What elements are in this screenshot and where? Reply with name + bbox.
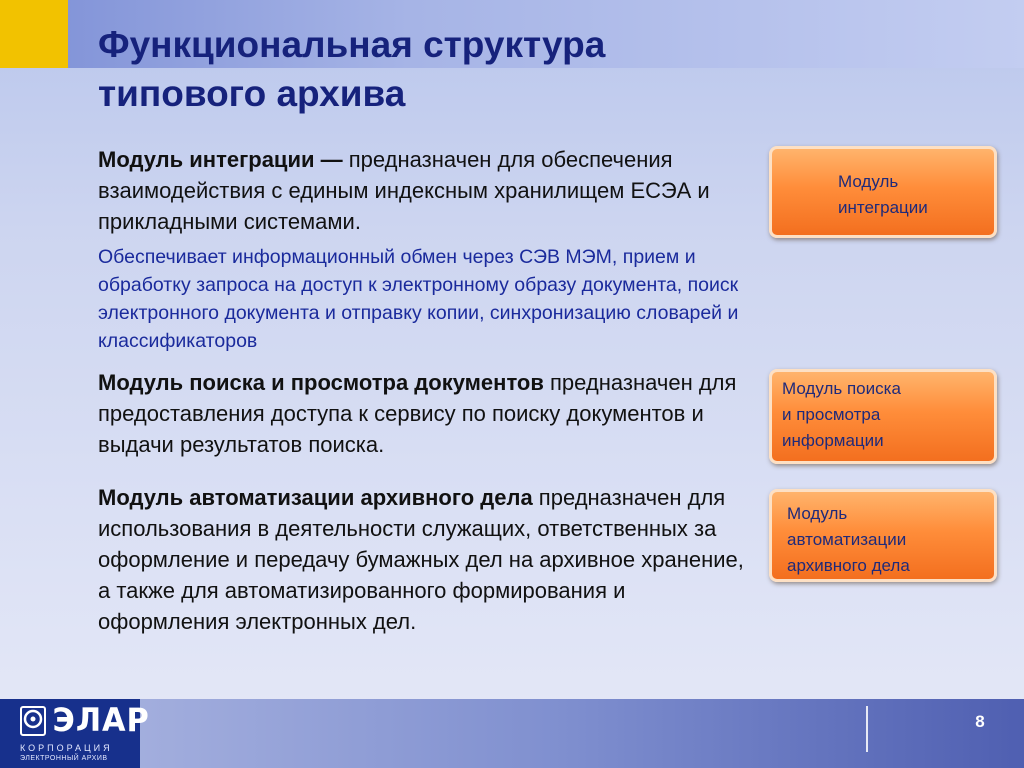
slide-body	[98, 144, 758, 637]
title-line-1: Функциональная структура	[98, 24, 606, 65]
logo-subtitle-1: КОРПОРАЦИЯ	[20, 743, 113, 753]
module-automation-line-2: автоматизации	[787, 530, 907, 549]
footer-band	[0, 699, 1024, 768]
module-automation-line-1: Модуль	[787, 504, 848, 523]
logo-name: ЭЛАР	[52, 701, 150, 739]
logo-mark-icon	[20, 706, 46, 736]
title-line-2: типового архива	[98, 73, 406, 114]
section-search	[98, 367, 758, 460]
section-automation-heading: Модуль автоматизации архивного дела	[98, 485, 533, 510]
footer-divider	[866, 706, 868, 752]
company-logo	[0, 699, 150, 768]
section-search-text: предназначен для предоставления доступа к сервису по поиску документов и выдачи результатов поиска.	[98, 370, 737, 457]
module-automation-button[interactable]	[769, 489, 997, 582]
module-integration-button[interactable]	[769, 146, 997, 238]
section-automation-text: предназначен для использования в деятельности служащих, ответственных за оформление и передачу бумажных дел на архивное хранение, а также для автоматизированного формирования и оформления электронных дел.	[98, 485, 744, 634]
page-number: 8	[975, 712, 985, 731]
section-integration-note: Обеспечивает информационный обмен через СЭВ МЭМ, прием и обработку запроса на доступ к электронному образу документа, поиск электронного документа и отправку копии, синхронизацию словарей и классификаторов	[98, 246, 739, 352]
module-search-line-3: информации	[782, 431, 884, 450]
logo-subtitle-2: ЭЛЕКТРОННЫЙ АРХИВ	[20, 755, 108, 762]
section-search-heading: Модуль поиска и просмотра документов	[98, 370, 544, 395]
module-automation-line-3: архивного дела	[787, 556, 910, 575]
section-integration-heading: Модуль интеграции —	[98, 147, 343, 172]
page-title	[98, 20, 798, 118]
section-integration	[98, 144, 758, 237]
section-automation	[98, 482, 758, 637]
module-integration-line-2: интеграции	[838, 198, 928, 217]
section-integration-text: предназначен для обеспечения взаимодействия с единым индексным хранилищем ЕСЭА и прикладными системами.	[98, 147, 710, 234]
module-search-line-2: и просмотра	[782, 405, 881, 424]
module-search-button[interactable]	[769, 369, 997, 464]
module-integration-line-1: Модуль	[838, 172, 899, 191]
yellow-accent-block	[0, 0, 68, 68]
module-search-line-1: Модуль поиска	[782, 379, 901, 398]
